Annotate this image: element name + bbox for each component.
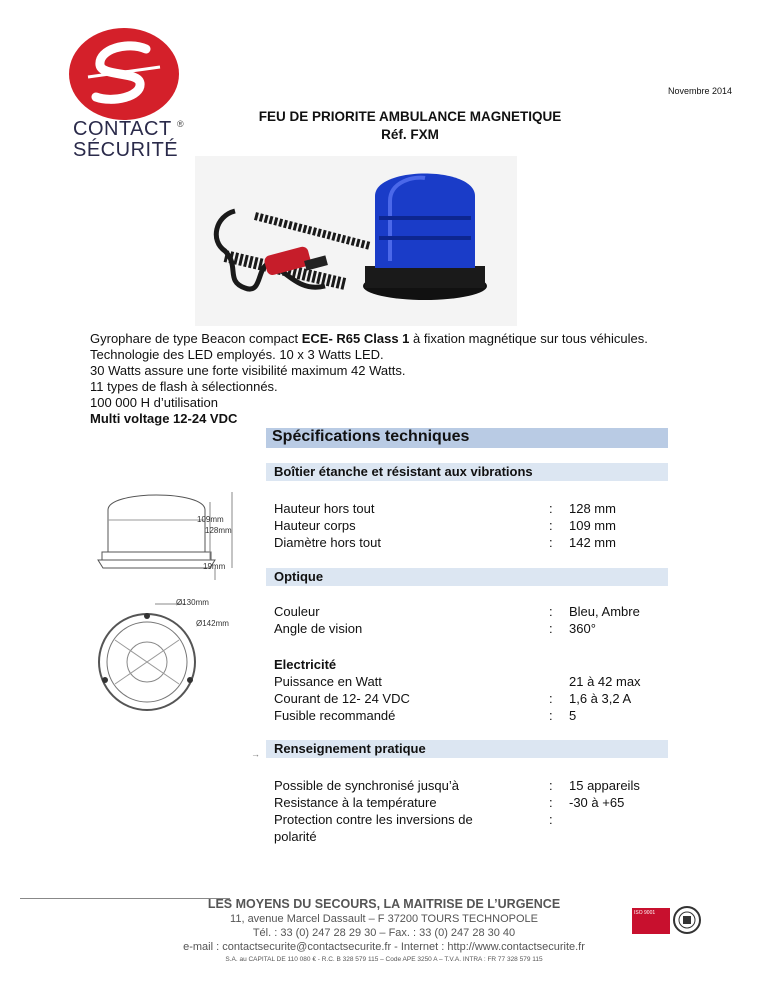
spec-value: 15 appareils: [569, 778, 640, 793]
dim-label-19: 19mm: [203, 562, 226, 571]
spec-value: Bleu, Ambre: [569, 604, 640, 619]
spec-label: Hauteur hors tout: [274, 501, 375, 516]
spec-value: 128 mm: [569, 501, 616, 516]
section-title-optique: Optique: [274, 569, 324, 584]
intro-line6: Multi voltage 12-24 VDC: [90, 411, 238, 426]
spec-colon: :: [549, 621, 553, 636]
spec-colon: :: [549, 501, 553, 516]
iso-cert-badge: ISO 9001: [632, 908, 670, 934]
spec-label: Possible de synchronisé jusqu’à: [274, 778, 459, 793]
spec-label: Diamètre hors tout: [274, 535, 381, 550]
spec-colon: :: [549, 708, 553, 723]
spec-label: Protection contre les inversions de: [274, 812, 473, 827]
spec-value: 109 mm: [569, 518, 616, 533]
company-logo: [68, 27, 180, 121]
intro-line4: 11 types de flash à sélectionnés.: [90, 379, 278, 394]
intro-line3: 30 Watts assure une forte visibilité maximum 42 Watts.: [90, 363, 406, 378]
spec-colon: :: [549, 691, 553, 706]
dim-label-128: 128mm: [205, 526, 232, 535]
document-title: FEU DE PRIORITE AMBULANCE MAGNETIQUE: [258, 109, 562, 124]
spec-colon: :: [549, 795, 553, 810]
bureau-veritas-seal: [672, 905, 702, 935]
intro-line5: 100 000 H d’utilisation: [90, 395, 218, 410]
brand-name-line1: CONTACT: [73, 118, 172, 140]
footer-legal: S.A. au CAPITAL DE 110 080 € - R.C. B 328 579 115 – Code APE 3250 A – T.V.A. INTRA : FR 77 328 579 115: [225, 956, 543, 963]
spec-value: 360°: [569, 621, 596, 636]
arrow-icon: →: [251, 749, 260, 759]
spec-colon: :: [549, 518, 553, 533]
spec-value: -30 à +65: [569, 795, 625, 810]
spec-label: Puissance en Watt: [274, 674, 382, 689]
dim-label-142: Ø142mm: [196, 619, 229, 628]
section-title-renseignement: Renseignement pratique: [274, 741, 426, 756]
section-title-boitier: Boîtier étanche et résistant aux vibrations: [274, 464, 533, 479]
spec-colon: :: [549, 535, 553, 550]
footer-web: e-mail : contactsecurite@contactsecurite.fr - Internet : http://www.contactsecurite.fr: [183, 941, 585, 953]
dim-label-130: Ø130mm: [176, 598, 209, 607]
spec-colon: :: [549, 812, 553, 827]
product-photo: [195, 156, 517, 326]
spec-value: 142 mm: [569, 535, 616, 550]
spec-label: Angle de vision: [274, 621, 363, 636]
intro-line2: Technologie des LED employés. 10 x 3 Watts LED.: [90, 347, 384, 362]
footer-slogan: LES MOYENS DU SECOURS, LA MAITRISE DE L’URGENCE: [207, 897, 561, 911]
brand-name-line2: SÉCURITÉ: [73, 139, 179, 161]
product-reference: Réf. FXM: [381, 127, 439, 142]
spec-value: 5: [569, 708, 577, 723]
spec-colon: :: [549, 604, 553, 619]
spec-value: 21 à 42 max: [569, 674, 641, 689]
document-date: Novembre 2014: [668, 86, 733, 96]
spec-label: Courant de 12- 24 VDC: [274, 691, 410, 706]
spec-label: polarité: [274, 829, 317, 844]
dim-label-109: 109mm: [197, 515, 224, 524]
section-title-electricite: Electricité: [274, 657, 337, 672]
specs-heading: Spécifications techniques: [272, 428, 470, 445]
footer-phone: Tél. : 33 (0) 247 28 29 30 – Fax. : 33 (0) 247 28 30 40: [252, 927, 516, 939]
spec-label: Couleur: [274, 604, 320, 619]
spec-label: Fusible recommandé: [274, 708, 396, 723]
footer-address: 11, avenue Marcel Dassault – F 37200 TOURS TECHNOPOLE: [230, 913, 538, 925]
spec-value: 1,6 à 3,2 A: [569, 691, 632, 706]
beacon-top-drawing: [95, 600, 205, 712]
spec-label: Hauteur corps: [274, 518, 356, 533]
section-band-optique: [266, 568, 668, 586]
intro-line1: Gyrophare de type Beacon compact ECE- R65 Class 1 à fixation magnétique sur tous véhicules.: [90, 331, 648, 346]
spec-label: Resistance à la température: [274, 795, 437, 810]
registered-mark: ®: [177, 119, 184, 129]
spec-colon: :: [549, 778, 553, 793]
